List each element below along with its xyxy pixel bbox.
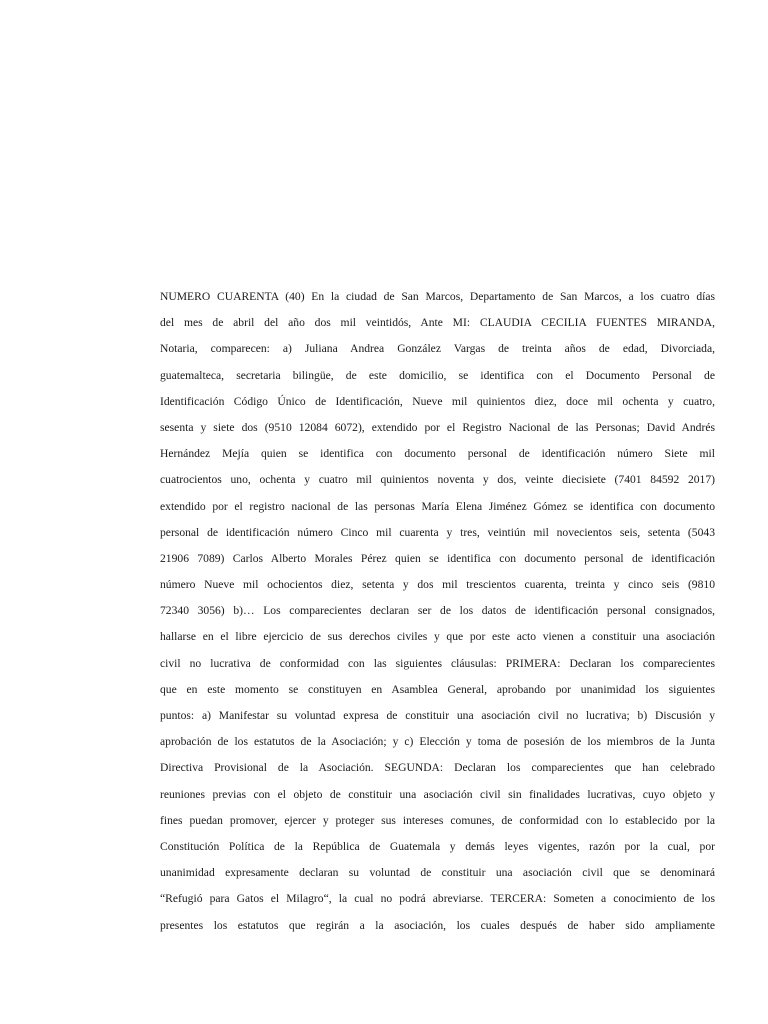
text-line: 72340 3056) b)… Los comparecientes declaran ser de los datos de identificación personal consignados, xyxy=(160,604,715,618)
text-line: 21906 7089) Carlos Alberto Morales Pérez quien se identifica con documento personal de identificación xyxy=(160,551,715,565)
text-line: presentes los estatutos que regirán a la asociación, los cuales después de haber sido ampliamente xyxy=(160,918,715,932)
text-line: sesenta y siete dos (9510 12084 6072), extendido por el Registro Nacional de las Personas; David Andrés xyxy=(160,420,715,434)
text-line: Constitución Política de la República de Guatemala y demás leyes vigentes, razón por la cual, por xyxy=(160,839,715,853)
text-line: unanimidad expresamente declaran su voluntad de constituir una asociación civil que se denominará xyxy=(160,866,715,880)
text-line: personal de identificación número Cinco mil cuarenta y tres, veintiún mil novecientos seis, setenta (5043 xyxy=(160,525,715,539)
text-line: del mes de abril del año dos mil veintidós, Ante MI: CLAUDIA CECILIA FUENTES MIRANDA, xyxy=(160,316,715,330)
text-line: “Refugió para Gatos el Milagro“, la cual no podrá abreviarse. TERCERA: Someten a conocimiento de los xyxy=(160,892,715,906)
text-line: fines puedan promover, ejercer y proteger sus intereses comunes, de conformidad con lo establecido por la xyxy=(160,813,715,827)
text-line: civil no lucrativa de conformidad con las siguientes cláusulas: PRIMERA: Declaran los comparecientes xyxy=(160,656,715,670)
notarial-deed-text xyxy=(160,284,715,939)
text-line: guatemalteca, secretaria bilingüe, de este domicilio, se identifica con el Documento Personal de xyxy=(160,368,715,382)
text-line: hallarse en el libre ejercicio de sus derechos civiles y que por este acto vienen a constituir una asociación xyxy=(160,630,715,644)
text-line: Identificación Código Único de Identificación, Nueve mil quinientos diez, doce mil ochenta y cuatro, xyxy=(160,394,715,408)
text-line: reuniones previas con el objeto de constituir una asociación civil sin finalidades lucrativas, cuyo objeto y xyxy=(160,787,715,801)
text-line: puntos: a) Manifestar su voluntad expresa de constituir una asociación civil no lucrativa; b) Discusión y xyxy=(160,709,715,722)
text-line: Directiva Provisional de la Asociación. SEGUNDA: Declaran los comparecientes que han celebrado xyxy=(160,761,715,775)
text-line: extendido por el registro nacional de las personas María Elena Jiménez Gómez se identifica con documento xyxy=(160,499,715,513)
text-line: número Nueve mil ochocientos diez, setenta y dos mil trescientos cuarenta, treinta y cinco seis (9810 xyxy=(160,578,715,592)
text-line: NUMERO CUARENTA (40) En la ciudad de San Marcos, Departamento de San Marcos, a los cuatro días xyxy=(160,290,715,303)
text-line: aprobación de los estatutos de la Asociación; y c) Elección y toma de posesión de los miembros de la Junta xyxy=(160,735,715,749)
text-line: cuatrocientos uno, ochenta y cuatro mil quinientos noventa y dos, veinte diecisiete (7401 84592 2017) xyxy=(160,473,715,487)
text-line: Notaria, comparecen: a) Juliana Andrea González Vargas de treinta años de edad, Divorciada, xyxy=(160,342,715,356)
text-line: Hernández Mejía quien se identifica con documento personal de identificación número Siete mil xyxy=(160,447,715,461)
text-line: que en este momento se constituyen en Asamblea General, aprobando por unanimidad los siguientes xyxy=(160,682,715,696)
